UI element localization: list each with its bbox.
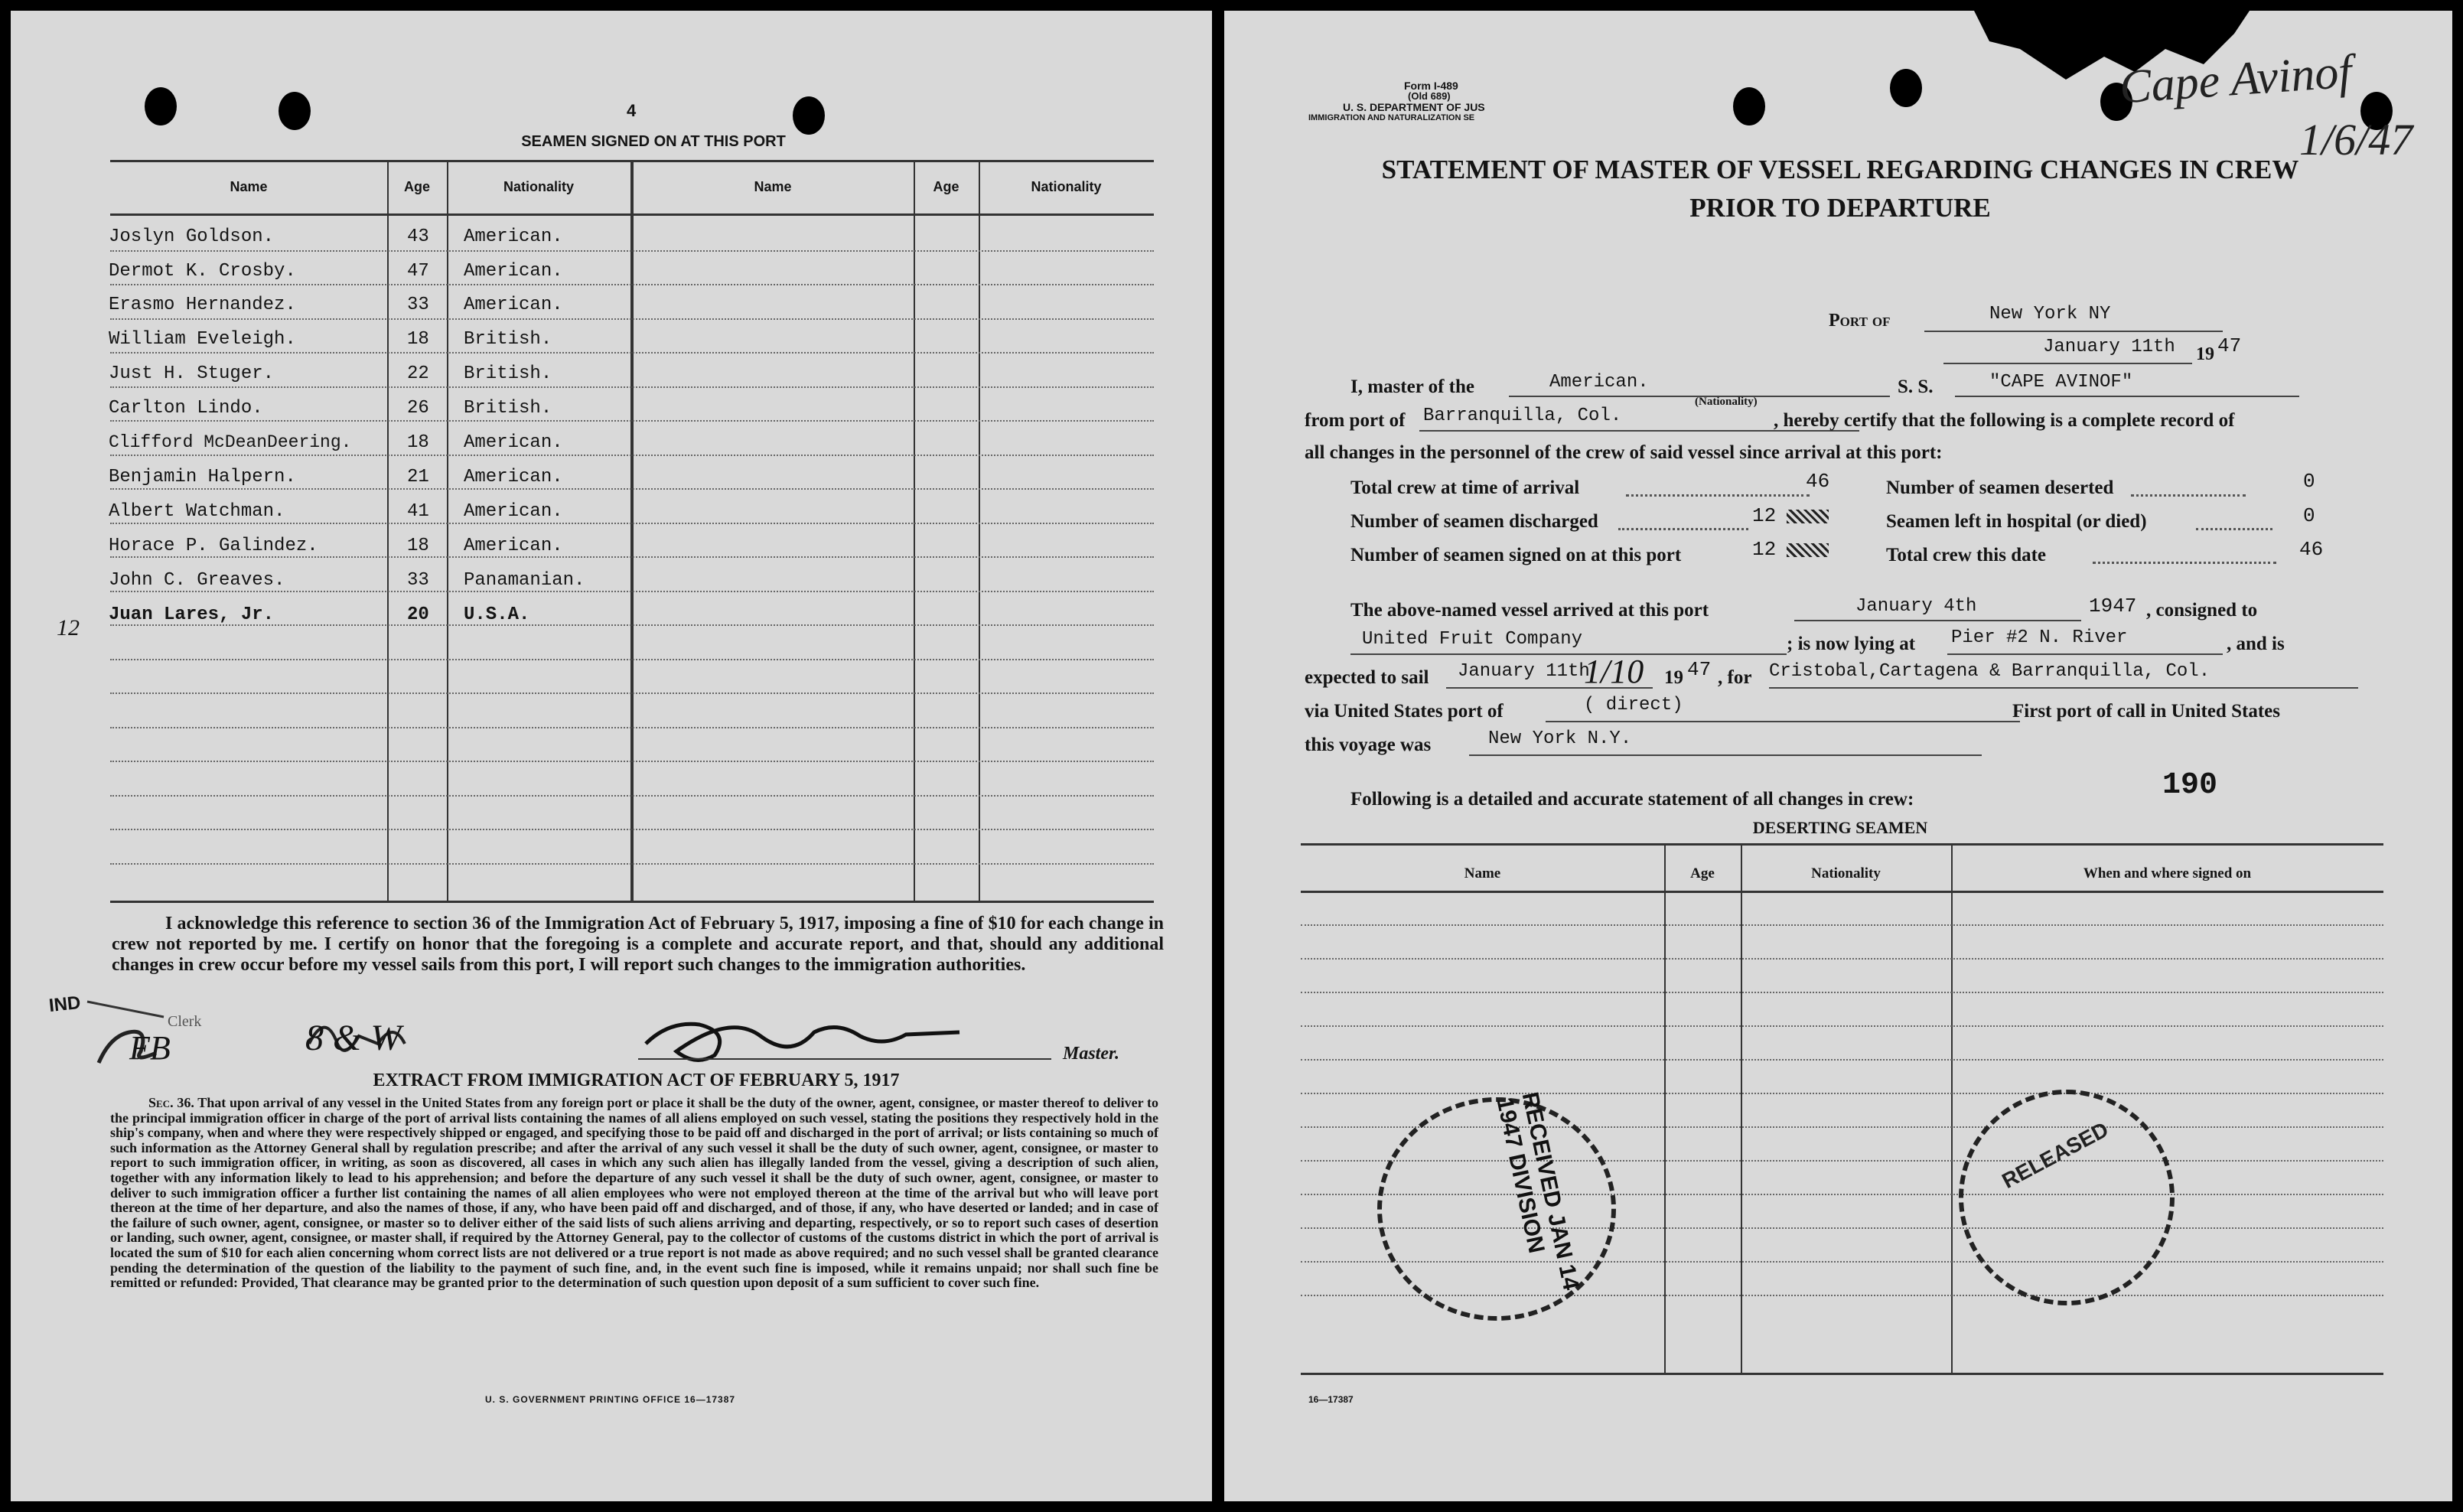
total-crew-date-value: 46 — [2299, 538, 2324, 561]
seaman-age: 41 — [407, 501, 429, 522]
date-year-prefix: 19 — [2196, 344, 2214, 364]
consigned-label: , consigned to — [2146, 600, 2258, 621]
section-title: SEAMEN SIGNED ON AT THIS PORT — [521, 133, 786, 150]
destination-value: Cristobal,Cartagena & Barranquilla, Col. — [1769, 661, 2211, 682]
deserting-table-bottom — [1301, 1373, 2383, 1375]
row-rule — [110, 761, 1154, 762]
master-of-label: I, master of the — [1350, 376, 1474, 397]
handwritten-number: 190 — [2162, 768, 2218, 803]
seaman-nationality: British. — [464, 329, 552, 350]
seaman-age: 26 — [407, 398, 429, 419]
desert-col-age: Age — [1690, 865, 1715, 881]
seaman-nationality: Panamanian. — [464, 570, 585, 591]
seaman-name: Albert Watchman. — [109, 501, 285, 522]
row-rule — [110, 727, 1154, 728]
row-rule — [110, 692, 1154, 694]
seaman-nationality: American. — [464, 295, 563, 315]
hospital-label: Seamen left in hospital (or died) — [1886, 511, 2147, 532]
stamp-ind: IND — [47, 992, 82, 1017]
seaman-name: John C. Greaves. — [109, 570, 285, 591]
seaman-age: 18 — [407, 329, 429, 350]
nationality-value: American. — [1549, 372, 1649, 393]
seaman-nationality: British. — [464, 363, 552, 384]
seaman-nationality: U.S.A. — [464, 604, 530, 625]
handwritten-corner-note: Cape Avinof — [2117, 45, 2354, 114]
released-stamp — [1959, 1090, 2175, 1305]
struck-out-figure — [1787, 510, 1829, 523]
page-number: 4 — [627, 101, 637, 120]
total-crew-arrival-value: 46 — [1806, 470, 1830, 493]
seaman-nationality: American. — [464, 501, 563, 522]
row-rule — [110, 455, 1154, 456]
row-rule — [110, 386, 1154, 388]
consignee-value: United Fruit Company — [1362, 629, 1583, 650]
nationality-caption: (Nationality) — [1695, 396, 1758, 408]
row-rule — [110, 659, 1154, 660]
seaman-name: Benjamin Halpern. — [109, 467, 296, 487]
row-rule — [110, 352, 1154, 354]
row-rule — [110, 318, 1154, 320]
row-rule — [110, 863, 1154, 865]
deserting-title: DESERTING SEAMEN — [1752, 818, 1928, 837]
seaman-age: 22 — [407, 363, 429, 384]
punch-hole — [145, 87, 177, 125]
row-rule — [1301, 992, 2383, 993]
voyage-value: New York N.Y. — [1488, 728, 1632, 749]
arrived-label: The above-named vessel arrived at this port — [1350, 600, 1709, 621]
row-rule — [110, 556, 1154, 558]
released-stamp-text: RELEASED — [1998, 1117, 2113, 1194]
deserted-value: 0 — [2303, 470, 2315, 493]
port-label: Port of — [1829, 311, 1891, 331]
seaman-name: Clifford McDeanDeering. — [109, 432, 352, 452]
discharged-value: 12 — [1752, 504, 1777, 527]
date-value: January 11th — [2043, 337, 2175, 357]
desert-col-when-where: When and where signed on — [2083, 865, 2252, 881]
extract-text: That upon arrival of any vessel in the United States from any foreign port or place it shall be the duty of the owner, agent, consignee, or master thereof to deliver to the principal immigration officer in charge of the port of arrival lists containing the names of all aliens employed on such vessel, stating the positions they respectively hold in the ship's company, when and where they were respectively shipped or engaged, and specifying those to be paid off and discharged in the port of arrival; or lists containing so much of such information as the Attorney General shall by regulation prescribe; and after the arrival of any such vessel it shall be the duty of such owner, agent, consignee, or master to report to such immigration officer, in writing, as soon as discovered, all cases in which any such alien has illegally landed from the vessel, giving a description of such alien, together with any information likely to lead to his apprehension; and before the departure of any such vessel it shall be the duty of such owner, agent, consignee, or master to deliver to such immigration officer a further list containing the names of all alien employees who were not employed thereon at the time of the arrival but who will leave port thereon at the time of her departure, and also the names of those, if any, who have been paid off and discharged, and of those, if any, who have deserted or landed; and in case of the failure of such owner, agent, consignee, or master so to deliver either of the said lists of such aliens arriving and departing, respectively, or so to report such cases of desertion or landing, such owner, agent, consignee, or master shall, if required by the Attorney General, pay to the collector of customs of the customs district in which the port of arrival is located the sum of $10 for each alien concerning whom correct lists are not delivered or a true report is not made as above required; and no such vessel shall be granted clearance pending the determination of the question of the liability to the payment of such fine, and, in the event such fine is imposed, while it remains unpaid; nor shall such fine be remitted or refunded: Provided, That clearance may be granted prior to the determination of such question upon deposit of a sum sufficient to cover such fine. — [110, 1095, 1158, 1291]
via-value: ( direct) — [1584, 695, 1683, 715]
certify-text: , hereby certify that the following is a complete record of — [1774, 410, 2235, 431]
seaman-age: 43 — [407, 226, 429, 247]
punch-hole — [793, 96, 825, 135]
seaman-age: 18 — [407, 536, 429, 556]
all-changes-text: all changes in the personnel of the crew of said vessel since arrival at this port: — [1305, 442, 1943, 463]
row-rule — [110, 795, 1154, 797]
seaman-age: 33 — [407, 570, 429, 591]
signed-on-label: Number of seamen signed on at this port — [1350, 545, 1682, 565]
department-line: U. S. DEPARTMENT OF JUS — [1343, 101, 1485, 113]
acknowledgement-text: I acknowledge this reference to section 36 of the Immigration Act of February 5, 1917, imposing a fine of $10 for each change in crew not reported by me. I certify on honor that the foregoing is a complete and accurate report, and that, should any additional changes in crew occur before my vessel sails from this port, I will report such changes to the immigration authorities. — [112, 914, 1164, 975]
clerk-label: Clerk — [168, 1013, 202, 1030]
handwritten-initials: FB — [129, 1029, 171, 1067]
seaman-name: Dermot K. Crosby. — [109, 261, 296, 282]
seaman-name: Joslyn Goldson. — [109, 226, 275, 247]
row-rule — [1301, 1093, 2383, 1094]
total-crew-date-label: Total crew this date — [1886, 545, 2047, 565]
right-footer: 16—17387 — [1308, 1394, 1354, 1405]
row-rule — [110, 420, 1154, 422]
seaman-nationality: American. — [464, 432, 563, 453]
date-year: 47 — [2217, 334, 2242, 357]
total-crew-arrival-label: Total crew at time of arrival — [1350, 477, 1580, 498]
department-line-2: IMMIGRATION AND NATURALIZATION SE — [1308, 113, 1475, 122]
voyage-label: this voyage was — [1305, 735, 1432, 755]
struck-out-figure — [1787, 543, 1829, 557]
punch-hole — [1733, 87, 1765, 125]
for-label: , for — [1718, 667, 1752, 688]
seaman-age: 21 — [407, 467, 429, 487]
seaman-nationality: American. — [464, 536, 563, 556]
seaman-nationality: American. — [464, 261, 563, 282]
punch-hole — [1890, 69, 1922, 107]
row-rule — [110, 488, 1154, 490]
seaman-name: William Eveleigh. — [109, 329, 296, 350]
seaman-age: 18 — [407, 432, 429, 453]
col-header-nationality-2: Nationality — [1031, 179, 1102, 194]
following-text: Following is a detailed and accurate statement of all changes in crew: — [1350, 789, 1914, 810]
row-rule — [110, 250, 1154, 252]
seaman-name: Erasmo Hernandez. — [109, 295, 296, 315]
port-value: New York NY — [1989, 304, 2111, 324]
signed-on-value: 12 — [1752, 538, 1777, 561]
hospital-value: 0 — [2303, 504, 2315, 527]
deserting-table-top — [1301, 843, 2383, 846]
row-rule — [110, 523, 1154, 524]
deserted-label: Number of seamen deserted — [1886, 477, 2114, 498]
seaman-nationality: American. — [464, 467, 563, 487]
row-rule — [1301, 924, 2383, 926]
via-label: via United States port of — [1305, 701, 1504, 722]
desert-col-name: Name — [1464, 865, 1501, 881]
handwritten-note: 8 & W — [305, 1018, 402, 1058]
master-label: Master. — [1063, 1044, 1120, 1064]
row-rule — [110, 284, 1154, 285]
seaman-age: 20 — [407, 604, 429, 625]
sail-year: 47 — [1687, 658, 1712, 681]
seaman-nationality: British. — [464, 398, 552, 419]
seaman-name: Horace P. Galindez. — [109, 536, 318, 556]
sail-date: January 11th — [1458, 661, 1590, 682]
from-port-value: Barranquilla, Col. — [1423, 406, 1622, 426]
from-port-label: from port of — [1305, 410, 1406, 431]
row-rule — [1301, 1059, 2383, 1061]
seaman-nationality: American. — [464, 226, 563, 247]
handwritten-corner-date: 1/6/47 — [2299, 115, 2413, 165]
punch-hole — [279, 92, 311, 130]
discharged-label: Number of seamen discharged — [1350, 511, 1598, 532]
seaman-age: 47 — [407, 261, 429, 282]
received-stamp-text: RECEIVED JAN 14 1947 DIVISION — [1491, 1090, 1584, 1292]
margin-note: 12 — [57, 615, 80, 640]
ss-label: S. S. — [1898, 376, 1934, 397]
seaman-name: Just H. Stuger. — [109, 363, 275, 384]
extract-section-label: Sec. 36. — [148, 1095, 194, 1110]
col-header-name-2: Name — [754, 179, 792, 194]
arrived-date: January 4th — [1855, 596, 1977, 617]
extract-title: EXTRACT FROM IMMIGRATION ACT OF FEBRUARY 5, 1917 — [373, 1070, 900, 1090]
form-old-number: (Old 689) — [1408, 90, 1451, 102]
lying-at-value: Pier #2 N. River — [1951, 627, 2128, 648]
ship-name: "CAPE AVINOF" — [1989, 372, 2133, 393]
col-header-age-2: Age — [933, 179, 959, 194]
col-header-nationality: Nationality — [503, 179, 574, 194]
form-title: STATEMENT OF MASTER OF VESSEL REGARDING CHANGES IN CREW — [1381, 155, 2299, 184]
seaman-name: Juan Lares, Jr. — [109, 604, 275, 625]
signature-marks — [57, 990, 1051, 1074]
sail-label: expected to sail — [1305, 667, 1429, 688]
left-page — [11, 11, 1212, 1501]
row-rule — [110, 829, 1154, 830]
form-subtitle: PRIOR TO DEPARTURE — [1689, 193, 1991, 223]
row-rule — [1301, 1025, 2383, 1027]
col-header-name: Name — [230, 179, 268, 194]
desert-col-nationality: Nationality — [1811, 865, 1881, 881]
col-header-age: Age — [403, 179, 430, 194]
left-footer: U. S. GOVERNMENT PRINTING OFFICE 16—17387 — [485, 1394, 736, 1405]
seaman-age: 33 — [407, 295, 429, 315]
extract-body — [110, 1096, 1158, 1291]
arrived-year: 1947 — [2089, 595, 2137, 618]
deserting-table-header-rule — [1301, 891, 2383, 893]
handwritten-sail-date: 1/10 — [1584, 653, 1644, 690]
right-page — [1224, 11, 2452, 1501]
row-rule — [1301, 958, 2383, 960]
and-is-label: , and is — [2227, 634, 2285, 654]
form-number: Form I-489 — [1404, 80, 1458, 92]
seaman-name: Carlton Lindo. — [109, 398, 263, 419]
first-call-label: First port of call in United States — [2012, 701, 2280, 722]
sail-year-prefix: 19 — [1664, 667, 1683, 688]
lying-label: ; is now lying at — [1787, 634, 1916, 654]
